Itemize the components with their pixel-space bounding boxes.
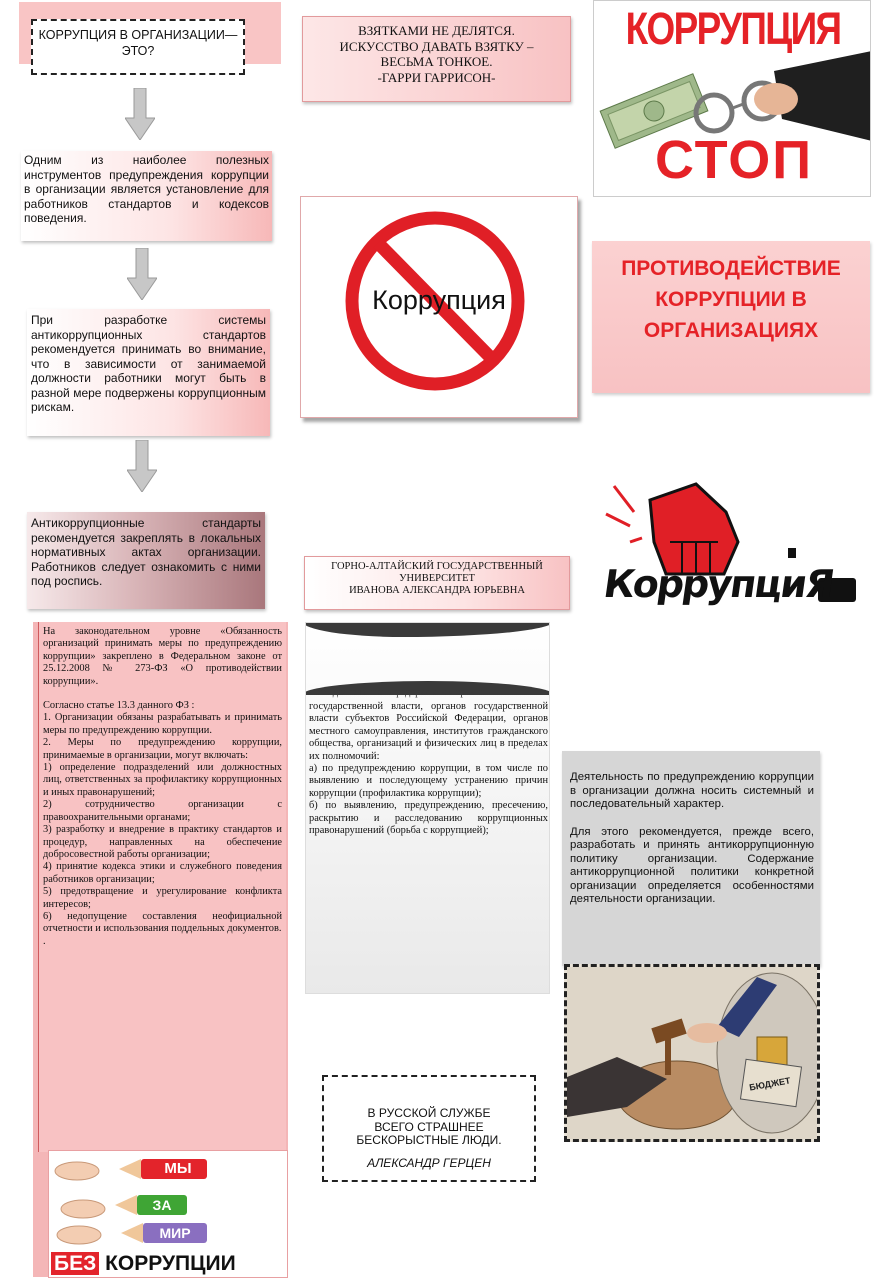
law-item: 3) разработку и внедрение в практику стандартов и процедур, направленных на обеспечение добросовестной работы организации; <box>43 824 282 860</box>
bez-word: БЕЗ <box>51 1252 99 1275</box>
arrow-down-icon <box>127 248 157 300</box>
main-title-line: ОРГАНИЗАЦИЯХ <box>643 319 819 342</box>
university-box: ГОРНО-АЛТАЙСКИЙ ГОСУДАРСТВЕННЫЙ УНИВЕРСИТЕТ ИВАНОВА АЛЕКСАНДРА ЮРЬЕВНА <box>304 556 570 610</box>
standards-box: При разработке системы антикоррупционных стандартов рекомендуется принимать во внимание, что в зависимости от занимаемой должности работники могут быть в разной мере подвержены коррупционным рискам. <box>27 309 270 436</box>
law-item: 1) определение подразделений или должностных лиц, ответственных за профилактику коррупционных и иных правонарушений; <box>43 762 282 798</box>
gavel-budget-illustration <box>567 967 817 1139</box>
quote-herzen: В РУССКОЙ СЛУЖБЕ ВСЕГО СТРАШНЕЕ БЕСКОРЫСТНЫЕ ЛЮДИ. АЛЕКСАНДР ГЕРЦЕН <box>322 1075 536 1182</box>
policy-box: Деятельность по предупреждению коррупции в организации должна носить системный и последовательный характер. Для этого рекомендуется, прежде всего, разработать и принять антикоррупционную политику организации. Содержание антикоррупционной политики конкретной организации определяется особенностями деятельности организации. <box>562 751 820 966</box>
arrow-down-icon <box>127 440 157 492</box>
arrow-down-icon <box>125 88 155 140</box>
law-item: 4) принятие кодекса этики и служебного поведения работников организации; <box>43 861 282 885</box>
no-corruption-sign-frame <box>300 196 578 418</box>
law-intro: На законодательном уровне «Обязанность организаций принимать меры по предупреждению коррупции» закреплено в Федеральном законе от 25.12.2008 № 273-ФЗ «О противодействии коррупции». <box>43 626 282 687</box>
main-title-box <box>592 241 870 393</box>
fist-corruption-logo <box>600 482 860 622</box>
korruptsii-word: КОРРУПЦИИ <box>105 1252 236 1275</box>
question-text: КОРРУПЦИЯ В ОРГАНИЗАЦИИ—ЭТО? <box>38 28 238 58</box>
tools-box: Одним из наиболее полезных инструментов предупреждения коррупции в организации является установление для работников стандартов и кодексов поведения. <box>21 151 272 241</box>
law-item: 2) сотрудничество организации с правоохранительными органами; <box>43 799 282 823</box>
pencil-word-mir: МИР <box>159 1225 191 1241</box>
pencils-image <box>48 1150 288 1278</box>
budget-bribe-image <box>564 964 820 1142</box>
law-article: Согласно статье 13.3 данного ФЗ : <box>43 700 195 712</box>
logo-word-korruptsiya: КОРРУПЦИЯ <box>625 3 841 54</box>
pencil-word-za: ЗА <box>152 1197 172 1213</box>
definition-text: государственной власти, органов государственной власти субъектов Российской Федерации, органов местного самоуправления, институтов гражданского общества, организаций и физических лиц в пределах их полномочий: а) по предупреждению коррупции, в том числе по выявлению и последующему устранению причин коррупции (профилактика коррупции); б) по выявлению, предупреждению, пресечению, раскрытию и расследованию коррупционных правонарушений (борьба с коррупцией); <box>309 701 548 837</box>
main-title-line: ПРОТИВОДЕЙСТВИЕ <box>621 257 841 280</box>
law-dot: . <box>43 935 46 947</box>
bez-korruptsii-banner <box>51 1251 287 1277</box>
definition-panel <box>305 622 550 994</box>
question-box <box>31 19 245 75</box>
fist-logo-word: КоррупциЯ <box>600 562 836 606</box>
budget-label: БЮДЖЕТ <box>748 1075 792 1093</box>
law-item: 6) недопущение составления неофициальной отчетности и использования поддельных документов. <box>43 910 282 935</box>
pencil-word-my: МЫ <box>164 1160 192 1177</box>
no-sign-label: Коррупция <box>372 285 506 315</box>
law-item: 1. Организации обязаны разрабатывать и принимать меры по предупреждению коррупции. <box>43 712 282 736</box>
law-item: 2. Меры по предупреждению коррупции, принимаемые в организации, могут включать: <box>43 737 282 761</box>
logo-word-stop: СТОП <box>654 130 814 190</box>
local-acts-box: Антикоррупционные стандарты рекомендуется закреплять в локальных нормативных актах организации. Работников следует ознакомить с ними под роспись. <box>27 512 265 609</box>
law-panel <box>38 622 286 1152</box>
quote-harrison: ВЗЯТКАМИ НЕ ДЕЛЯТСЯ. ИСКУССТВО ДАВАТЬ ВЗЯТКУ – ВЕСЬМА ТОНКОЕ. -ГАРРИ ГАРРИСОН- <box>302 16 571 102</box>
law-item: 5) предотвращение и урегулирование конфликта интересов; <box>43 886 282 910</box>
corruption-stop-logo <box>593 0 871 197</box>
main-title-line: КОРРУПЦИИ В <box>655 288 807 311</box>
definition-hidden-line: - это деятельность федеральных органов <box>310 687 491 698</box>
panel-swoosh-top <box>305 622 550 637</box>
